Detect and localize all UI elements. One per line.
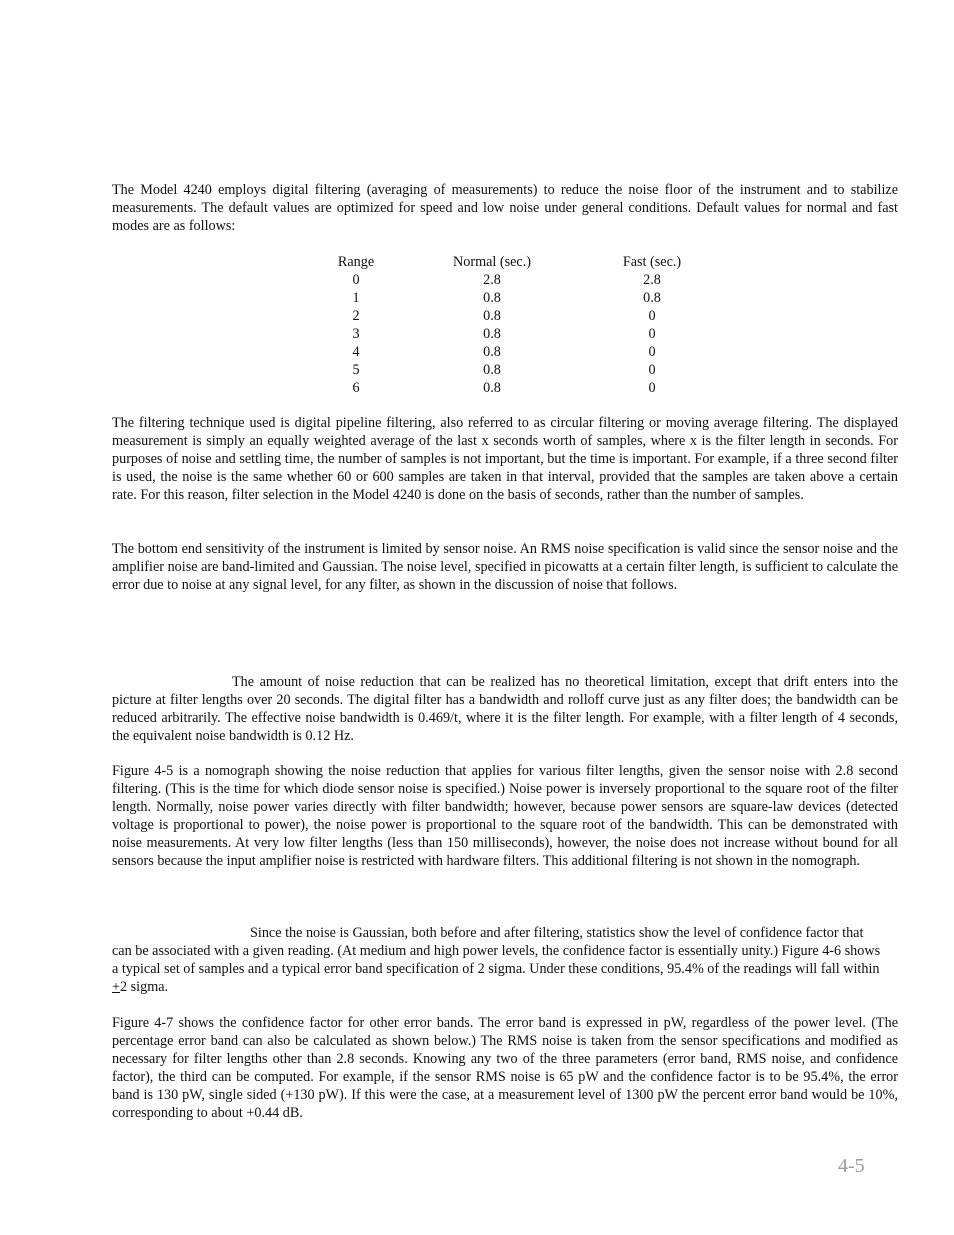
normal-cell: 0.8 bbox=[483, 380, 501, 396]
range-cell: 3 bbox=[352, 326, 360, 342]
fast-cell: 0 bbox=[648, 380, 656, 396]
range-cell: 1 bbox=[352, 290, 360, 306]
range-cell: 6 bbox=[352, 380, 360, 396]
confidence-text: Since the noise is Gaussian, both before and after filtering, statistics show the level of confidence factor that can be associated with a given reading. (At medium and high power levels, the confidence factor is essentially unity.) Figure 4-6 shows a typical set of samples and a typical error band specification of 2 sigma. Under these conditions, 95.4% of the readings will fall within bbox=[112, 925, 881, 977]
intro-paragraph: The Model 4240 employs digital filtering (averaging of measurements) to reduce the noise floor of the instrument and to stabilize measurements. The default values are optimized for speed and low noise under general conditions. Default values for normal and fast modes are as follows: bbox=[112, 182, 898, 234]
table-row bbox=[318, 289, 714, 307]
error-band-paragraph: Figure 4-7 shows the confidence factor for other error bands. The error band is expressed in pW, regardless of the power level. (The percentage error band can also be calculated as shown below.) The RMS noise is taken from the sensor specifications and modified as necessary for filter lengths other than 2.8 seconds. Knowing any two of the three parameters (error band, RMS noise, and confidence factor), the third can be computed. For example, if the sensor RMS noise is 65 pW and the confidence factor is to be 95.4%, the error band is 130 pW, single sided (+130 pW). If this were the case, at a measurement level of 1300 pW the percent error band would be 10%, corresponding to about +0.44 dB. bbox=[112, 1015, 898, 1121]
filtering-technique-paragraph: The filtering technique used is digital pipeline filtering, also referred to as circular filtering or moving average filtering. The displayed measurement is simply an equally weighted average of the last x seconds worth of samples, where x is the filter length in seconds. For purposes of noise and settling time, the number of samples is not important, but the time is important. For example, if a three second filter is used, the noise is the same whether 60 or 600 samples are taken in that interval, provided that the samples are taken above a certain rate. For this reason, filter selection in the Model 4240 is done on the basis of seconds, rather than the number of samples. bbox=[112, 415, 898, 503]
normal-cell: 0.8 bbox=[483, 326, 501, 342]
table-row bbox=[318, 361, 714, 379]
column-header-fast: Fast (sec.) bbox=[622, 254, 682, 270]
range-cell: 0 bbox=[352, 272, 360, 288]
confidence-text-end: 2 sigma. bbox=[120, 979, 169, 995]
normal-cell: 0.8 bbox=[483, 362, 501, 378]
fast-cell: 0 bbox=[648, 326, 656, 342]
fast-cell: 0 bbox=[648, 308, 656, 324]
normal-cell: 2.8 bbox=[483, 272, 501, 288]
range-cell: 4 bbox=[352, 344, 360, 360]
confidence-paragraph bbox=[112, 924, 882, 996]
plus-minus-sign: + bbox=[112, 979, 121, 995]
range-cell: 5 bbox=[352, 362, 360, 378]
nomograph-paragraph: Figure 4-5 is a nomograph showing the noise reduction that applies for various filter lengths, given the sensor noise with 2.8 second filtering. (This is the time for which diode sensor noise is specified.) Noise power is inversely proportional to the square root of the filter length. Normally, noise power varies directly with filter bandwidth; however, because power sensors are square-law devices (detected voltage is proportional to power), the noise power is proportional to the square root of the bandwidth. This can be demonstrated with noise measurements. At very low filter lengths (less than 150 milliseconds), however, the noise does not increase without bound for all sensors because the input amplifier noise is restricted with hardware filters. This additional filtering is not shown in the nomograph. bbox=[112, 763, 898, 869]
normal-cell: 0.8 bbox=[483, 344, 501, 360]
table-row bbox=[318, 325, 714, 343]
table-row bbox=[318, 379, 714, 397]
page-number: 4-5 bbox=[838, 1155, 865, 1177]
table-row bbox=[318, 307, 714, 325]
fast-cell: 0 bbox=[648, 362, 656, 378]
table-row bbox=[318, 271, 714, 289]
range-cell: 2 bbox=[352, 308, 360, 324]
filter-defaults-table bbox=[318, 253, 714, 397]
fast-cell: 2.8 bbox=[643, 272, 661, 288]
sensitivity-paragraph: The bottom end sensitivity of the instrument is limited by sensor noise. An RMS noise specification is valid since the sensor noise and the amplifier noise are band-limited and Gaussian. The noise level, specified in picowatts at a certain filter length, is sufficient to calculate the error due to noise at any signal level, for any filter, as shown in the discussion of noise that follows. bbox=[112, 541, 898, 593]
noise-reduction-text: The amount of noise reduction that can be realized has no theoretical limitation, except that drift enters into the picture at filter lengths over 20 seconds. The digital filter has a bandwidth and rolloff curve just as any filter does; the bandwidth can be reduced arbitrarily. The effective noise bandwidth is 0.469/t, where it is the filter length. For example, with a filter length of 4 seconds, the equivalent noise bandwidth is 0.12 Hz. bbox=[112, 674, 898, 744]
fast-cell: 0.8 bbox=[643, 290, 661, 306]
table-row bbox=[318, 343, 714, 361]
noise-reduction-paragraph bbox=[112, 673, 898, 745]
fast-cell: 0 bbox=[648, 344, 656, 360]
normal-cell: 0.8 bbox=[483, 290, 501, 306]
table-header-row bbox=[318, 253, 714, 271]
column-header-normal: Normal (sec.) bbox=[453, 254, 531, 270]
normal-cell: 0.8 bbox=[483, 308, 501, 324]
column-header-range: Range bbox=[337, 254, 375, 270]
